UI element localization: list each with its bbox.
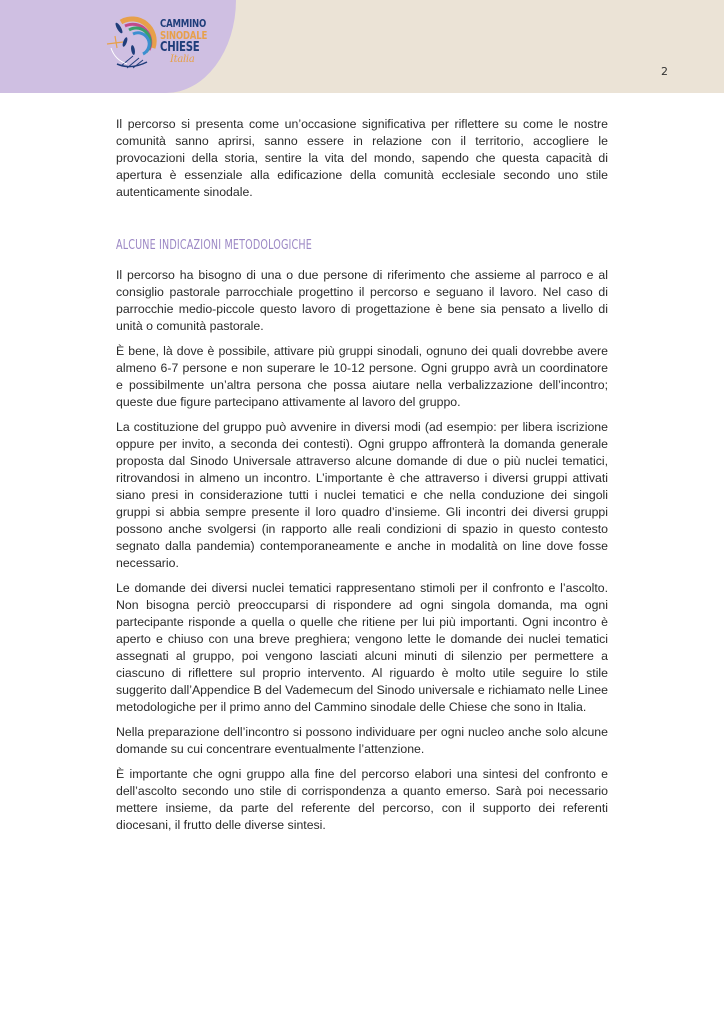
body-paragraph: Il percorso ha bisogno di una o due persone di riferimento che assieme al parroco e al consiglio pastorale parrocchiale progettino il percorso e seguano il lavoro. Nel caso di parrocchie medio-piccole questo lavoro di progettazione è bene sia pensato a livello di unità o comunità pastorale. bbox=[116, 268, 608, 333]
document-body bbox=[116, 116, 608, 842]
logo-wordmark bbox=[160, 18, 212, 66]
section-title: ALCUNE INDICAZIONI METODOLOGICHE bbox=[116, 238, 313, 253]
logo-emblem-icon bbox=[103, 14, 161, 76]
logo-line-sinodale: SINODALE bbox=[160, 29, 208, 42]
logo-line-cammino: CAMMINO bbox=[160, 17, 207, 30]
body-paragraph: Nella preparazione dell’incontro si possono individuare per ogni nucleo anche solo alcune domande su cui concentrare eventualmente l’attenzione. bbox=[116, 725, 608, 756]
intro-paragraph: Il percorso si presenta come un’occasione significativa per riflettere su come le nostre comunità sanno aprirsi, sanno essere in relazione con il territorio, accogliere le provocazioni della storia, sentire la vita del mondo, sapendo che questa capacità di apertura è essenziale alla edificazione della comunità ecclesiale secondo uno stile autenticamente sinodale. bbox=[116, 117, 608, 199]
body-paragraph: È bene, là dove è possibile, attivare più gruppi sinodali, ognuno dei quali dovrebbe avere almeno 6-7 persone e non superare le 10-12 persone. Ogni gruppo avrà un coordinatore e possibilmente un’altra persona che possa aiutare nella verbalizzazione dell’incontro; queste due figure partecipano attivamente al lavoro del gruppo. bbox=[116, 344, 608, 409]
body-paragraph: È importante che ogni gruppo alla fine del percorso elabori una sintesi del confronto e dell’ascolto secondo uno stile di corrispondenza a quanto emerso. Sarà poi necessario mettere insieme, da parte del referente del percorso, con il supporto dei referenti diocesani, il frutto delle diverse sintesi. bbox=[116, 767, 608, 832]
logo-line-italia: Italia bbox=[170, 54, 195, 65]
body-paragraph: Le domande dei diversi nuclei tematici rappresentano stimoli per il confronto e l’ascolto. Non bisogna perciò preoccuparsi di rispondere ad ogni singola domanda, ma ogni partecipante risponde a quella o quelle che ritiene per lui più importanti. Ogni incontro è aperto e chiuso con una breve preghiera; vengono lette le domande dei nuclei tematici assegnati al gruppo, poi vengono lasciati alcuni minuti di silenzio per permettere a ciascuno di riflettere sul proprio intervento. Al riguardo è molto utile seguire lo stile suggerito dall’Appendice B del Vademecum del Sinodo universale e richiamato nelle Linee metodologiche per il primo anno del Cammino sinodale delle Chiese che sono in Italia. bbox=[116, 581, 608, 714]
logo-line-chiese: CHIESE bbox=[160, 40, 200, 55]
page-number: 2 bbox=[661, 65, 668, 78]
cammino-sinodale-logo bbox=[103, 14, 213, 76]
body-paragraph: La costituzione del gruppo può avvenire in diversi modi (ad esempio: per libera iscrizione oppure per invito, a seconda dei contesti). Ogni gruppo affronterà la domanda generale proposta dal Sinodo Universale attraverso alcune domande di due o più nuclei tematici, ritrovandosi in almeno un incontro. L’importante è che attraverso i diversi gruppi attivati siano presi in considerazione tutti i nuclei tematici e che nella conduzione dei singoli gruppi si abbia sempre presente il loro quadro d’insieme. Gli incontri dei diversi gruppi possono anche svolgersi (in rapporto alle reali condizioni di spazio in questo contesto segnato dalla pandemia) contemporaneamente e anche in modalità on line dove fosse necessario. bbox=[116, 420, 608, 570]
